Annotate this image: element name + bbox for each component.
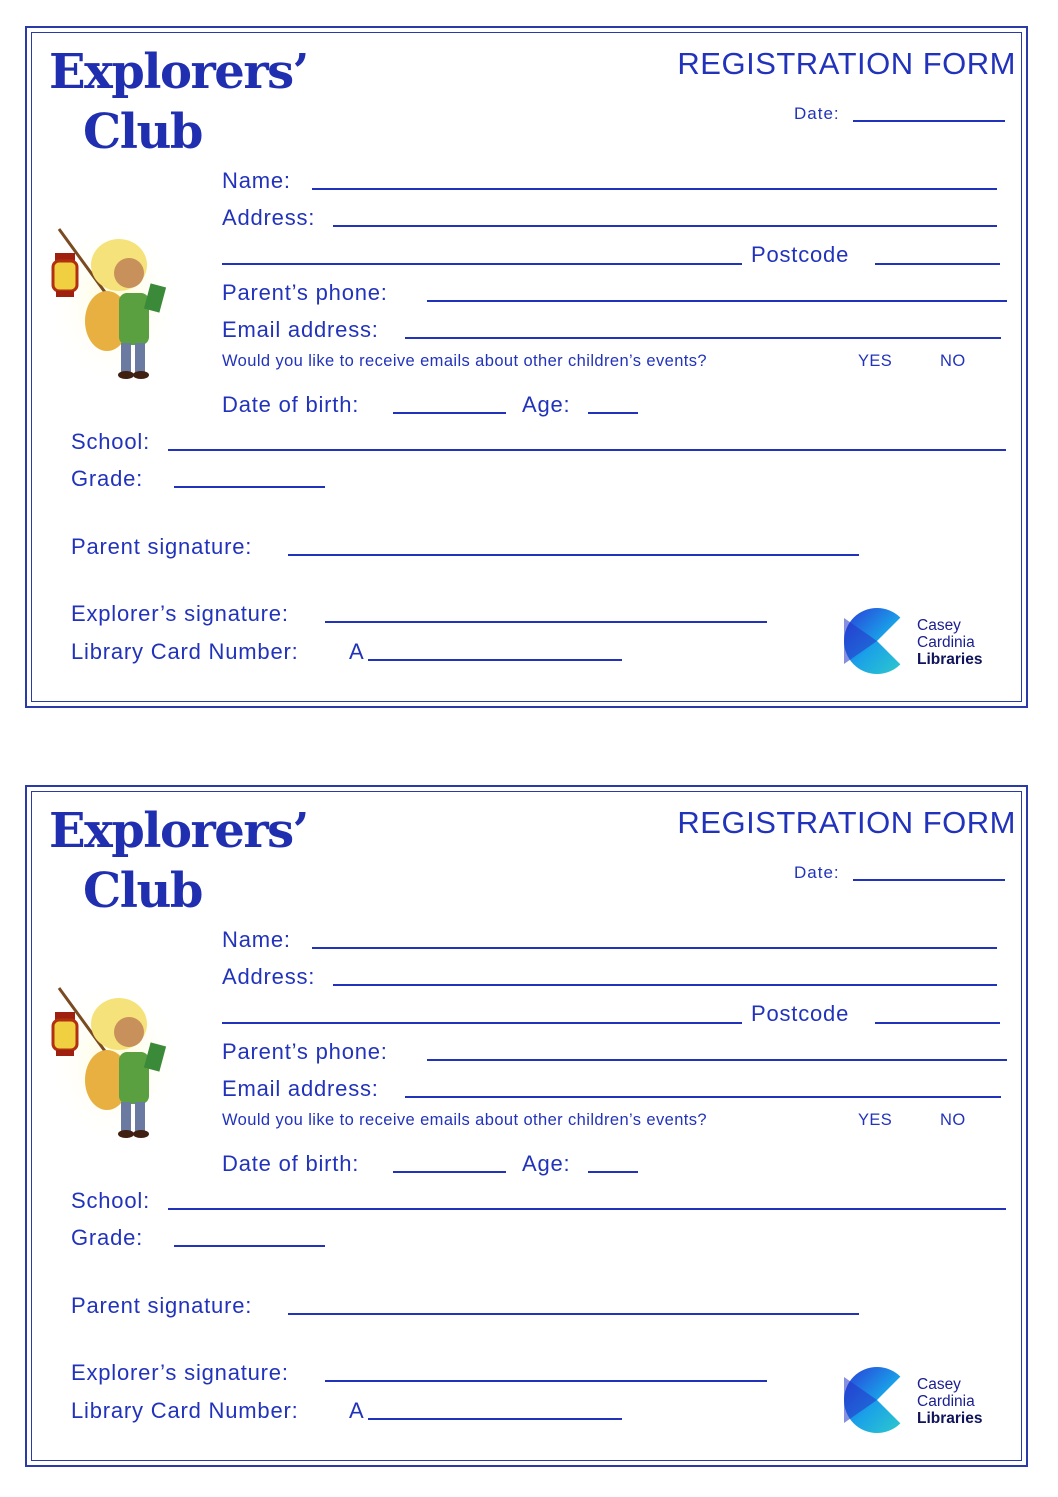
email-optin-no[interactable]: NO <box>940 352 966 370</box>
address-field[interactable] <box>333 225 997 227</box>
parent-phone-field[interactable] <box>427 300 1007 302</box>
logo-text-line2: Cardinia <box>917 1393 975 1410</box>
parent-phone-field[interactable] <box>427 1059 1007 1061</box>
library-card-label: Library Card Number: <box>71 639 299 664</box>
dob-label: Date of birth: <box>222 1151 360 1176</box>
address-label: Address: <box>222 964 316 989</box>
name-label: Name: <box>222 168 291 193</box>
parent-signature-label: Parent signature: <box>71 534 253 559</box>
logo-text-line1: Casey <box>917 1376 961 1393</box>
email-optin-no[interactable]: NO <box>940 1111 966 1129</box>
dob-field[interactable] <box>393 1171 506 1173</box>
library-card-prefix: A <box>349 1398 365 1423</box>
explorer-signature-label: Explorer’s signature: <box>71 1360 289 1385</box>
grade-label: Grade: <box>71 1225 144 1250</box>
email-optin-question: Would you like to receive emails about other children’s events? <box>222 1111 708 1129</box>
parent-phone-label: Parent’s phone: <box>222 280 388 305</box>
name-field[interactable] <box>312 188 997 190</box>
parent-phone-label: Parent’s phone: <box>222 1039 388 1064</box>
explorer-signature-label: Explorer’s signature: <box>71 601 289 626</box>
email-optin-yes[interactable]: YES <box>858 352 893 370</box>
form-heading: REGISTRATION FORM <box>677 805 1016 840</box>
club-title-line1: Explorers’ <box>49 803 308 859</box>
dob-label: Date of birth: <box>222 392 360 417</box>
school-field[interactable] <box>168 449 1006 451</box>
logo-text <box>917 1376 982 1427</box>
library-card-field[interactable] <box>368 659 622 661</box>
grade-label: Grade: <box>71 466 144 491</box>
registration-card <box>25 26 1028 708</box>
parent-signature-label: Parent signature: <box>71 1293 253 1318</box>
postcode-label: Postcode <box>751 1001 850 1026</box>
logo-text-line2: Cardinia <box>917 634 975 651</box>
explorer-illustration <box>47 223 182 393</box>
logo-text-line3: Libraries <box>917 651 983 668</box>
date-label: Date: <box>794 104 840 123</box>
grade-field[interactable] <box>174 486 325 488</box>
explorer-signature-field[interactable] <box>325 621 767 623</box>
parent-signature-field[interactable] <box>288 554 859 556</box>
grade-field[interactable] <box>174 1245 325 1247</box>
registration-card <box>25 785 1028 1467</box>
library-card-prefix: A <box>349 639 365 664</box>
email-optin-yes[interactable]: YES <box>858 1111 893 1129</box>
parent-signature-field[interactable] <box>288 1313 859 1315</box>
library-card-field[interactable] <box>368 1418 622 1420</box>
school-field[interactable] <box>168 1208 1006 1210</box>
date-label: Date: <box>794 863 840 882</box>
club-title-line1: Explorers’ <box>49 44 308 100</box>
age-field[interactable] <box>588 412 638 414</box>
club-title-line2: Club <box>83 863 202 919</box>
logo-text-line3: Libraries <box>917 1410 983 1427</box>
name-field[interactable] <box>312 947 997 949</box>
casey-cardinia-libraries-logo <box>842 606 1022 686</box>
library-card-label: Library Card Number: <box>71 1398 299 1423</box>
school-label: School: <box>71 1188 150 1213</box>
date-field[interactable] <box>853 879 1005 881</box>
postcode-field[interactable] <box>875 1022 1000 1024</box>
logo-text <box>917 617 982 668</box>
address-label: Address: <box>222 205 316 230</box>
email-label: Email address: <box>222 1076 379 1101</box>
school-label: School: <box>71 429 150 454</box>
date-field[interactable] <box>853 120 1005 122</box>
explorer-signature-field[interactable] <box>325 1380 767 1382</box>
explorer-illustration <box>47 982 182 1152</box>
logo-text-line1: Casey <box>917 617 961 634</box>
postcode-label: Postcode <box>751 242 850 267</box>
age-label: Age: <box>522 1151 571 1176</box>
address-line2-field[interactable] <box>222 1022 742 1024</box>
age-label: Age: <box>522 392 571 417</box>
libraries-logo-mark-icon <box>842 1365 912 1435</box>
age-field[interactable] <box>588 1171 638 1173</box>
form-heading: REGISTRATION FORM <box>677 46 1016 81</box>
casey-cardinia-libraries-logo <box>842 1365 1022 1445</box>
dob-field[interactable] <box>393 412 506 414</box>
club-title-line2: Club <box>83 104 202 160</box>
postcode-field[interactable] <box>875 263 1000 265</box>
address-field[interactable] <box>333 984 997 986</box>
libraries-logo-mark-icon <box>842 606 912 676</box>
name-label: Name: <box>222 927 291 952</box>
email-optin-question: Would you like to receive emails about other children’s events? <box>222 352 708 370</box>
email-field[interactable] <box>405 337 1001 339</box>
address-line2-field[interactable] <box>222 263 742 265</box>
email-field[interactable] <box>405 1096 1001 1098</box>
email-label: Email address: <box>222 317 379 342</box>
